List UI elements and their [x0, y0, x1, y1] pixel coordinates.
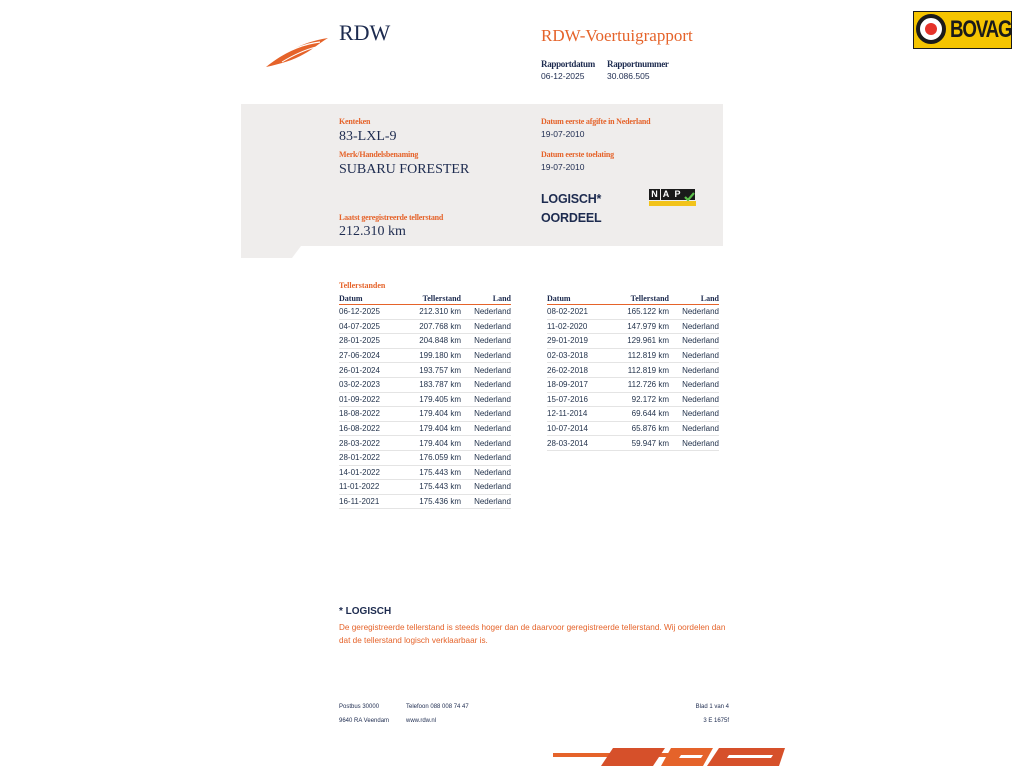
table-row [547, 305, 719, 320]
table-row [339, 377, 511, 392]
row-date: 28-01-2022 [339, 450, 399, 465]
last-odo-label: Laatst geregistreerde tellerstand [339, 213, 444, 222]
odometer-title: Tellerstanden [339, 281, 386, 290]
row-land: Nederland [469, 305, 511, 320]
footer-postcode: 9640 RA Veendam [339, 718, 390, 724]
col-land-header: Land [469, 293, 511, 305]
report-date: 06-12-2025 [541, 71, 585, 81]
row-km: 179.404 km [399, 407, 469, 422]
row-date: 29-01-2019 [547, 334, 607, 349]
row-land: Nederland [469, 348, 511, 363]
row-date: 27-06-2024 [339, 348, 399, 363]
table-row [339, 305, 511, 320]
table-row [339, 421, 511, 436]
bovag-logo [913, 11, 1012, 49]
table-row [339, 465, 511, 480]
row-land: Nederland [469, 407, 511, 422]
footer-code: 3 E 1675f [703, 718, 729, 724]
row-date: 26-02-2018 [547, 363, 607, 378]
report-date-label: Rapportdatum [541, 59, 595, 69]
table-row [547, 319, 719, 334]
row-date: 28-03-2022 [339, 436, 399, 451]
row-land: Nederland [469, 377, 511, 392]
nap-letter-n: N [649, 189, 660, 200]
footer-page: Blad 1 van 4 [695, 704, 729, 710]
col-date-header: Datum [547, 293, 607, 305]
row-date: 15-07-2016 [547, 392, 607, 407]
table-row [547, 363, 719, 378]
footer-phone: Telefoon 088 008 74 47 [406, 704, 469, 710]
footnote-text: De geregistreerde tellerstand is steeds hoger dan de daarvoor geregistreerde tellerstand. Wij oordelen dan dat de tellerstand logisch verklaarbaar is. [339, 623, 726, 645]
row-land: Nederland [677, 334, 719, 349]
footer-website: www.rdw.nl [406, 718, 437, 724]
row-land: Nederland [677, 407, 719, 422]
table-row [339, 319, 511, 334]
row-date: 06-12-2025 [339, 305, 399, 320]
col-land-header: Land [677, 293, 719, 305]
table-row [339, 450, 511, 465]
row-land: Nederland [677, 377, 719, 392]
footer-postbus: Postbus 30000 [339, 704, 380, 710]
odometer-table-right [547, 293, 719, 451]
row-date: 02-03-2018 [547, 348, 607, 363]
nap-badge [649, 189, 696, 207]
table-row [339, 363, 511, 378]
row-land: Nederland [469, 421, 511, 436]
row-land: Nederland [469, 494, 511, 509]
decorative-stripes-icon [553, 746, 785, 768]
row-date: 11-01-2022 [339, 480, 399, 495]
verdict-text [541, 190, 601, 228]
nap-letter-p: P [672, 189, 683, 200]
table-row [547, 377, 719, 392]
odometer-table-left [339, 293, 511, 509]
row-date: 01-09-2022 [339, 392, 399, 407]
row-km: 179.404 km [399, 436, 469, 451]
row-km: 165.122 km [607, 305, 677, 320]
row-date: 11-02-2020 [547, 319, 607, 334]
table-row [339, 348, 511, 363]
make-label: Merk/Handelsbenaming [339, 150, 419, 159]
row-date: 16-11-2021 [339, 494, 399, 509]
report-title: RDW-Voertuigrapport [541, 26, 693, 45]
rdw-logo-text: RDW [339, 20, 391, 45]
row-km: 212.310 km [399, 305, 469, 320]
row-land: Nederland [677, 363, 719, 378]
row-km: 183.787 km [399, 377, 469, 392]
footnote-title: * LOGISCH [339, 606, 392, 617]
row-date: 18-09-2017 [547, 377, 607, 392]
panel-tab-decoration [241, 246, 301, 258]
row-km: 92.172 km [607, 392, 677, 407]
row-date: 10-07-2014 [547, 421, 607, 436]
nap-yellow-bar [649, 201, 696, 206]
row-km: 59.947 km [607, 436, 677, 451]
row-km: 69.644 km [607, 407, 677, 422]
row-land: Nederland [469, 436, 511, 451]
table-row [339, 334, 511, 349]
row-land: Nederland [469, 450, 511, 465]
row-km: 193.757 km [399, 363, 469, 378]
table-row [547, 436, 719, 451]
row-date: 04-07-2025 [339, 319, 399, 334]
row-date: 18-08-2022 [339, 407, 399, 422]
row-land: Nederland [469, 480, 511, 495]
row-date: 12-11-2014 [547, 407, 607, 422]
row-km: 175.436 km [399, 494, 469, 509]
table-row [339, 480, 511, 495]
table-row [547, 334, 719, 349]
table-row [339, 407, 511, 422]
row-km: 112.819 km [607, 348, 677, 363]
row-km: 204.848 km [399, 334, 469, 349]
row-date: 16-08-2022 [339, 421, 399, 436]
table-header-row [339, 293, 511, 305]
row-km: 175.443 km [399, 480, 469, 495]
nap-letter-a: A [661, 189, 672, 200]
report-number: 30.086.505 [607, 71, 650, 81]
table-row [547, 407, 719, 422]
verdict-line-2: OORDEEL [541, 211, 602, 225]
table-header-row [547, 293, 719, 305]
row-km: 65.876 km [607, 421, 677, 436]
table-row [339, 392, 511, 407]
row-land: Nederland [677, 319, 719, 334]
bovag-logo-text: BOVAG [950, 16, 1012, 43]
row-date: 03-02-2023 [339, 377, 399, 392]
row-land: Nederland [677, 392, 719, 407]
table-row [339, 494, 511, 509]
row-land: Nederland [469, 334, 511, 349]
bovag-emblem-icon [916, 14, 946, 44]
col-date-header: Datum [339, 293, 399, 305]
checkmark-icon [683, 189, 695, 200]
row-land: Nederland [469, 319, 511, 334]
row-km: 176.059 km [399, 450, 469, 465]
last-odo-value: 212.310 km [339, 224, 406, 239]
row-land: Nederland [469, 465, 511, 480]
plate-value: 83-LXL-9 [339, 129, 397, 144]
col-km-header: Tellerstand [399, 293, 469, 305]
row-date: 14-01-2022 [339, 465, 399, 480]
row-km: 112.726 km [607, 377, 677, 392]
make-value: SUBARU FORESTER [339, 162, 470, 177]
row-land: Nederland [469, 363, 511, 378]
verdict-line-1: LOGISCH* [541, 192, 602, 206]
row-km: 179.405 km [399, 392, 469, 407]
row-land: Nederland [677, 305, 719, 320]
row-date: 08-02-2021 [547, 305, 607, 320]
row-km: 207.768 km [399, 319, 469, 334]
row-land: Nederland [677, 421, 719, 436]
row-land: Nederland [677, 348, 719, 363]
table-row [547, 348, 719, 363]
report-number-label: Rapportnummer [607, 59, 669, 69]
vehicle-summary-panel [241, 104, 723, 246]
row-land: Nederland [469, 392, 511, 407]
row-land: Nederland [677, 436, 719, 451]
row-km: 179.404 km [399, 421, 469, 436]
row-date: 26-01-2024 [339, 363, 399, 378]
first-admission-label: Datum eerste toelating [541, 150, 614, 159]
row-km: 175.443 km [399, 465, 469, 480]
row-km: 147.979 km [607, 319, 677, 334]
table-row [547, 392, 719, 407]
first-reg-nl-value: 19-07-2010 [541, 129, 585, 139]
row-km: 199.180 km [399, 348, 469, 363]
row-date: 28-01-2025 [339, 334, 399, 349]
first-reg-nl-label: Datum eerste afgifte in Nederland [541, 117, 651, 126]
rdw-logo-icon [264, 34, 330, 70]
plate-label: Kenteken [339, 117, 371, 126]
first-admission-value: 19-07-2010 [541, 162, 585, 172]
table-row [547, 421, 719, 436]
row-date: 28-03-2014 [547, 436, 607, 451]
col-km-header: Tellerstand [607, 293, 677, 305]
row-km: 112.819 km [607, 363, 677, 378]
table-row [339, 436, 511, 451]
row-km: 129.961 km [607, 334, 677, 349]
